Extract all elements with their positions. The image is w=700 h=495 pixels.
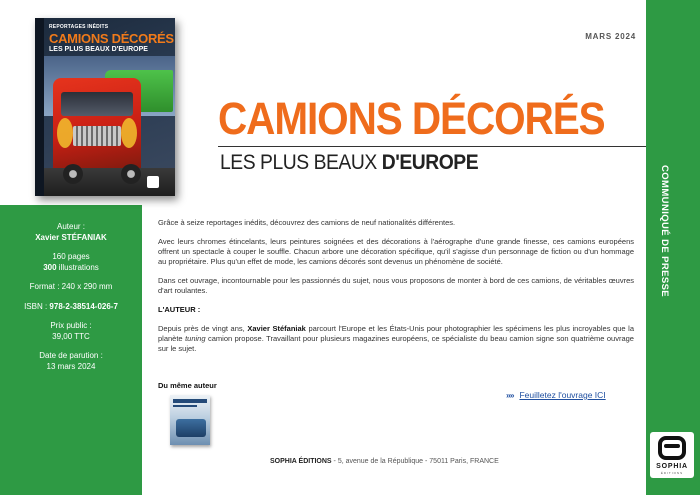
footer-address: - 5, avenue de la République - 75011 Paris, FRANCE	[333, 458, 499, 465]
author-heading: L'AUTEUR :	[158, 305, 201, 314]
invitation-paragraph: Dans cet ouvrage, incontournable pour les passionnés du sujet, nous vous proposons de monter à bord de ces camions, de véritables œuvres d'art roulantes.	[158, 276, 634, 295]
author-paragraph: Depuis près de vingt ans, Xavier Stéfaniak parcourt l'Europe et les États-Unis pour photographier les spécimens les plus incroyables que la planète tuning camion propose. Travaillant pour plusieurs magazines européens, ce spécialiste du beau camion signe son quatrième ouvrage sur le sujet.	[158, 324, 635, 353]
release-label: Date de parution :	[39, 351, 103, 360]
book-format: Format : 240 x 290 mm	[29, 282, 113, 291]
cover-title: CAMIONS DÉCORÉS	[49, 31, 174, 46]
page-subtitle: LES PLUS BEAUX D'EUROPE	[220, 151, 479, 174]
cover-kicker: REPORTAGES INÉDITS	[49, 24, 109, 30]
sophia-logo-icon	[658, 436, 686, 460]
isbn: ISBN : 978-2-38514-026-7	[24, 301, 118, 311]
intro-paragraph: Grâce à seize reportages inédits, découvrez des camions de neuf nationalités différentes.	[158, 218, 456, 227]
cover-subtitle: LES PLUS BEAUX D'EUROPE	[49, 46, 148, 53]
press-release-label: COMMUNIQUÉ DE PRESSE	[659, 165, 670, 298]
browse-book-link-text: Feuilletez l'ouvrage ICI	[519, 390, 606, 400]
sophia-logo	[650, 432, 694, 478]
book-details	[0, 222, 142, 372]
also-by-author-label: Du même auteur	[158, 381, 217, 390]
author-name: Xavier STÉFANIAK	[35, 232, 107, 242]
page-title: CAMIONS DÉCORÉS	[218, 93, 605, 144]
sophia-logo-word: SOPHIA	[656, 463, 688, 470]
browse-book-link[interactable]	[506, 390, 606, 400]
page-count: 160 pages	[52, 252, 90, 261]
wheel-icon	[63, 164, 83, 184]
footer-brand: SOPHIA ÉDITIONS	[270, 458, 332, 465]
book-cover-image	[35, 18, 175, 196]
illustrations-count: 300 illustrations	[43, 262, 99, 272]
title-divider	[218, 146, 646, 147]
price-value: 39,00 TTC	[52, 331, 90, 341]
sophia-logo-sub: ÉDITIONS	[660, 471, 684, 475]
release-month: MARS 2024	[585, 32, 636, 41]
release-value: 13 mars 2024	[46, 361, 96, 371]
other-book-cover[interactable]	[170, 395, 210, 445]
red-truck-illustration	[53, 78, 141, 174]
author-label: Auteur :	[56, 222, 85, 231]
press-text	[158, 218, 634, 363]
description-paragraph: Avec leurs chromes étincelants, leurs peintures soignées et des décorations à l'aérographe d'une grande finesse, ces camions européens offrent un spectacle à couper le souffle. Chacun arbore une décoration spécifique, qu'il s'agisse d'un personnage de fiction ou d'un hommage au propriétaire. Plus qu'un effet de mode, les camions décorés sont devenus un phénomène de société.	[158, 237, 634, 266]
publisher-logo-icon	[147, 176, 159, 188]
book-spine	[35, 18, 44, 196]
double-chevron-right-icon: »»	[506, 390, 514, 400]
wheel-icon	[121, 164, 141, 184]
price-label: Prix public :	[50, 321, 92, 330]
footer	[270, 458, 499, 465]
